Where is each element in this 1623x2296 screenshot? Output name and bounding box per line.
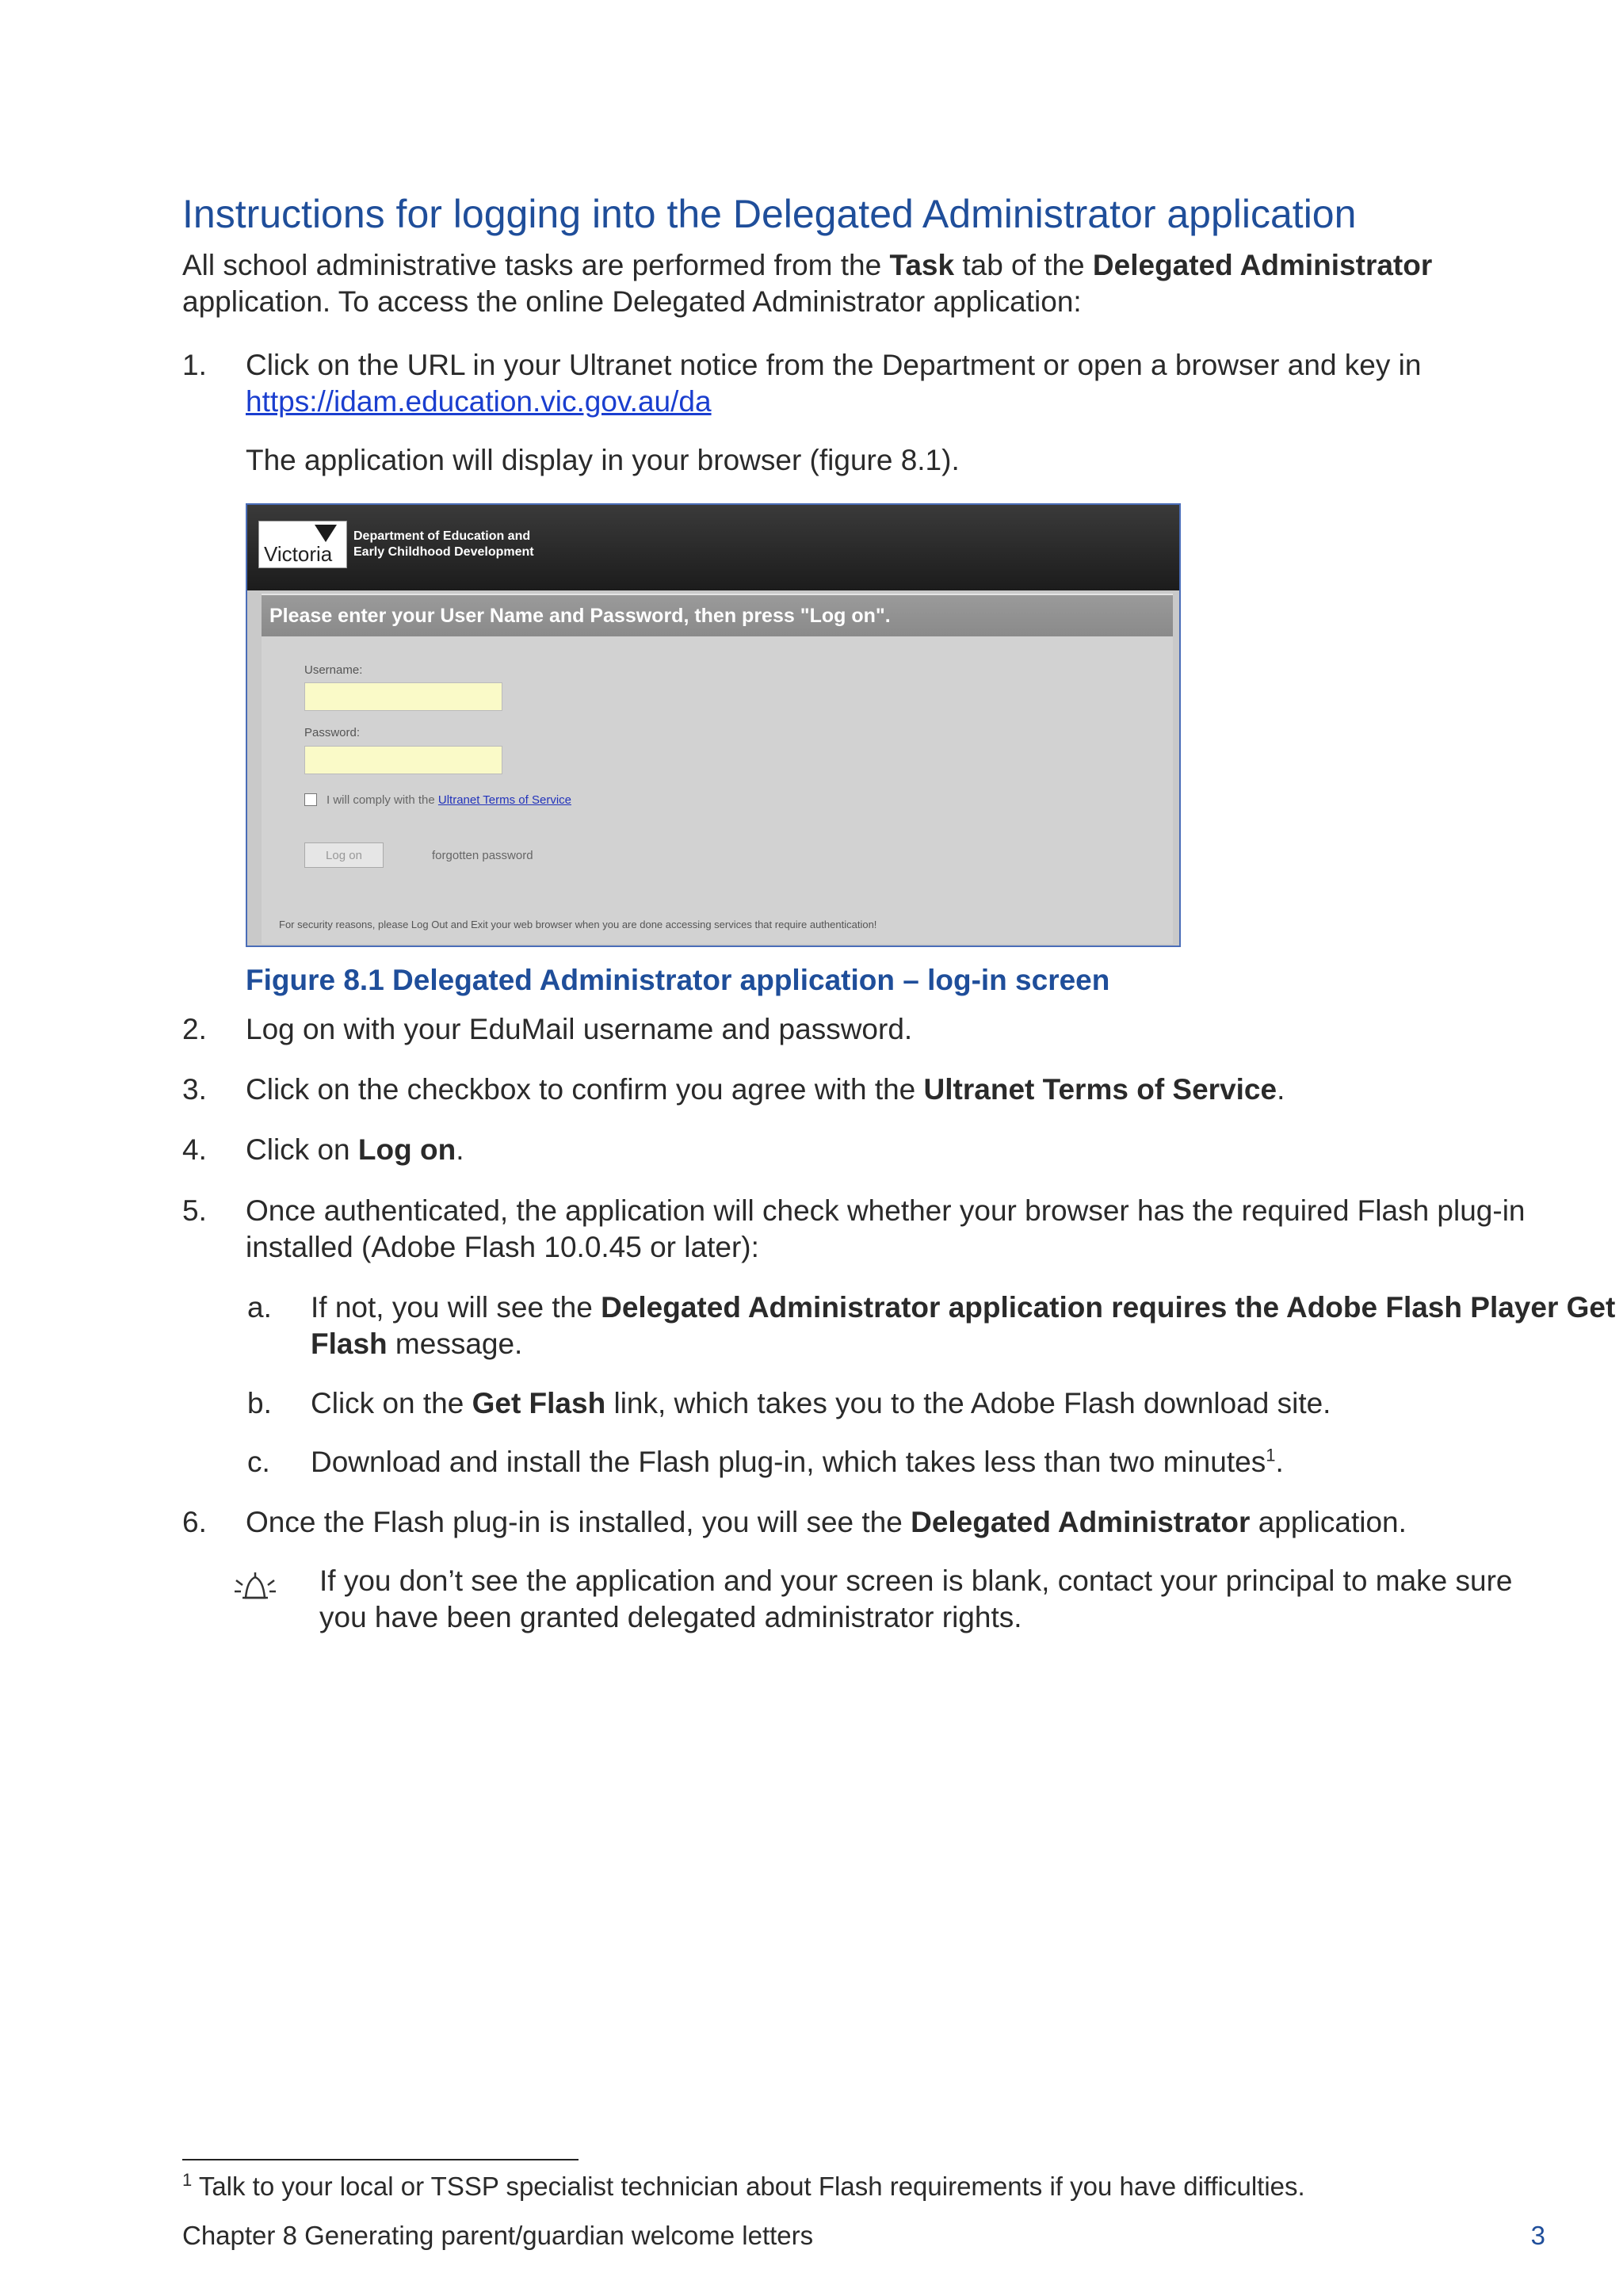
intro-text-3: application. To access the online Delegated Administrator application: — [182, 285, 1082, 318]
intro-text-1: All school administrative tasks are performed from the — [182, 249, 890, 281]
substep-a-pre: If not, you will see the — [311, 1291, 601, 1324]
note-text: If you don’t see the application and your screen is blank, contact your principal to make sure you have been granted delegated administrator rights. — [319, 1564, 1513, 1633]
substep-text — [311, 1385, 1623, 1422]
step-number: 5. — [182, 1194, 207, 1227]
step-6-bold: Delegated Administrator — [911, 1506, 1251, 1538]
substep-letter: b. — [247, 1387, 272, 1419]
step-3-bold: Ultranet Terms of Service — [923, 1073, 1277, 1106]
step-text — [246, 1504, 1561, 1541]
step-number: 6. — [182, 1506, 207, 1538]
step-6-post: application. — [1250, 1506, 1407, 1538]
app-header-bar — [247, 505, 1179, 590]
login-screen-figure — [246, 503, 1181, 947]
step-3-post: . — [1277, 1073, 1285, 1106]
step-number: 1. — [182, 349, 207, 381]
footnote-rule — [182, 2159, 579, 2160]
step-4-post: . — [456, 1133, 464, 1166]
terms-checkbox[interactable] — [304, 793, 317, 806]
step-4-bold: Log on — [357, 1133, 456, 1166]
username-field[interactable] — [304, 682, 502, 711]
login-panel — [262, 594, 1173, 944]
substep-text — [311, 1289, 1623, 1362]
substep-b-pre: Click on the — [311, 1387, 472, 1419]
step-text — [246, 1072, 1561, 1108]
step-6-pre: Once the Flash plug-in is installed, you will see the — [246, 1506, 911, 1538]
footnote-text: Talk to your local or TSSP specialist technician about Flash requirements if you have difficulties. — [192, 2172, 1305, 2201]
substep-letter: a. — [247, 1291, 272, 1324]
terms-text: I will comply with the — [327, 793, 438, 807]
intro-text-2: tab of the — [954, 249, 1093, 281]
security-note: For security reasons, please Log Out and Exit your web browser when you are done accessing services that require authentication! — [279, 919, 877, 930]
page-number: 3 — [1530, 2221, 1545, 2250]
footer-chapter: Chapter 8 Generating parent/guardian welcome letters — [182, 2221, 814, 2250]
victoria-logo — [258, 521, 347, 568]
substep-a-post: message. — [387, 1328, 523, 1360]
substep-a-bold: Delegated Administrator application requires the Adobe Flash Player Get Flash — [311, 1291, 1616, 1360]
department-name — [353, 529, 534, 560]
step-text: Once authenticated, the application will check whether your browser has the required Flash plug-in installed (Adobe Flash 10.0.45 or later): — [246, 1194, 1526, 1263]
intro-bold-task: Task — [889, 249, 955, 281]
step-3-pre: Click on the checkbox to confirm you agree with the — [246, 1073, 924, 1106]
idam-url-link[interactable]: https://idam.education.vic.gov.au/da — [246, 385, 712, 418]
intro-paragraph — [182, 247, 1553, 320]
footnote-number: 1 — [182, 2170, 193, 2190]
dept-line-2: Early Childhood Development — [353, 545, 534, 559]
substep-b-post: link, which takes you to the Adobe Flash download site. — [605, 1387, 1331, 1419]
substep-c-pre: Download and install the Flash plug-in, which takes less than two minutes — [311, 1446, 1266, 1478]
step-number: 4. — [182, 1133, 207, 1166]
footnote — [182, 2170, 1561, 2203]
substep-b-bold: Get Flash — [472, 1387, 606, 1419]
password-field[interactable] — [304, 746, 502, 774]
logo-text: Victoria — [264, 542, 333, 566]
step-4-pre: Click on — [246, 1133, 358, 1166]
terms-link[interactable]: Ultranet Terms of Service — [437, 793, 571, 807]
page-heading: Instructions for logging into the Delegated Administrator application — [182, 192, 1357, 236]
step-text: Log on with your EduMail username and password. — [246, 1013, 913, 1045]
substep-text — [311, 1444, 1623, 1480]
substep-c-post: . — [1275, 1446, 1284, 1478]
step-text — [246, 347, 1561, 420]
substep-letter: c. — [247, 1446, 270, 1478]
step-1-follow-text: The application will display in your browser (figure 8.1). — [246, 444, 960, 476]
forgotten-password-link[interactable]: forgotten password — [432, 849, 533, 862]
terms-label — [327, 793, 571, 807]
step-1-text: Click on the URL in your Ultranet notice from the Department or open a browser and key in — [246, 349, 1422, 381]
footnote-ref: 1 — [1266, 1445, 1276, 1465]
log-on-button[interactable]: Log on — [304, 842, 384, 868]
login-panel-title: Please enter your User Name and Password, then press "Log on". — [262, 595, 1173, 636]
dept-line-1: Department of Education and — [353, 529, 531, 543]
password-label: Password: — [304, 726, 361, 739]
intro-bold-da: Delegated Administrator — [1092, 249, 1433, 281]
figure-caption: Figure 8.1 Delegated Administrator application – log-in screen — [246, 964, 1110, 996]
username-label: Username: — [304, 663, 363, 677]
victoria-triangle-icon — [315, 525, 337, 542]
alert-bell-icon — [231, 1569, 279, 1606]
step-number: 3. — [182, 1073, 207, 1106]
step-text — [246, 1132, 1561, 1168]
step-number: 2. — [182, 1013, 207, 1045]
